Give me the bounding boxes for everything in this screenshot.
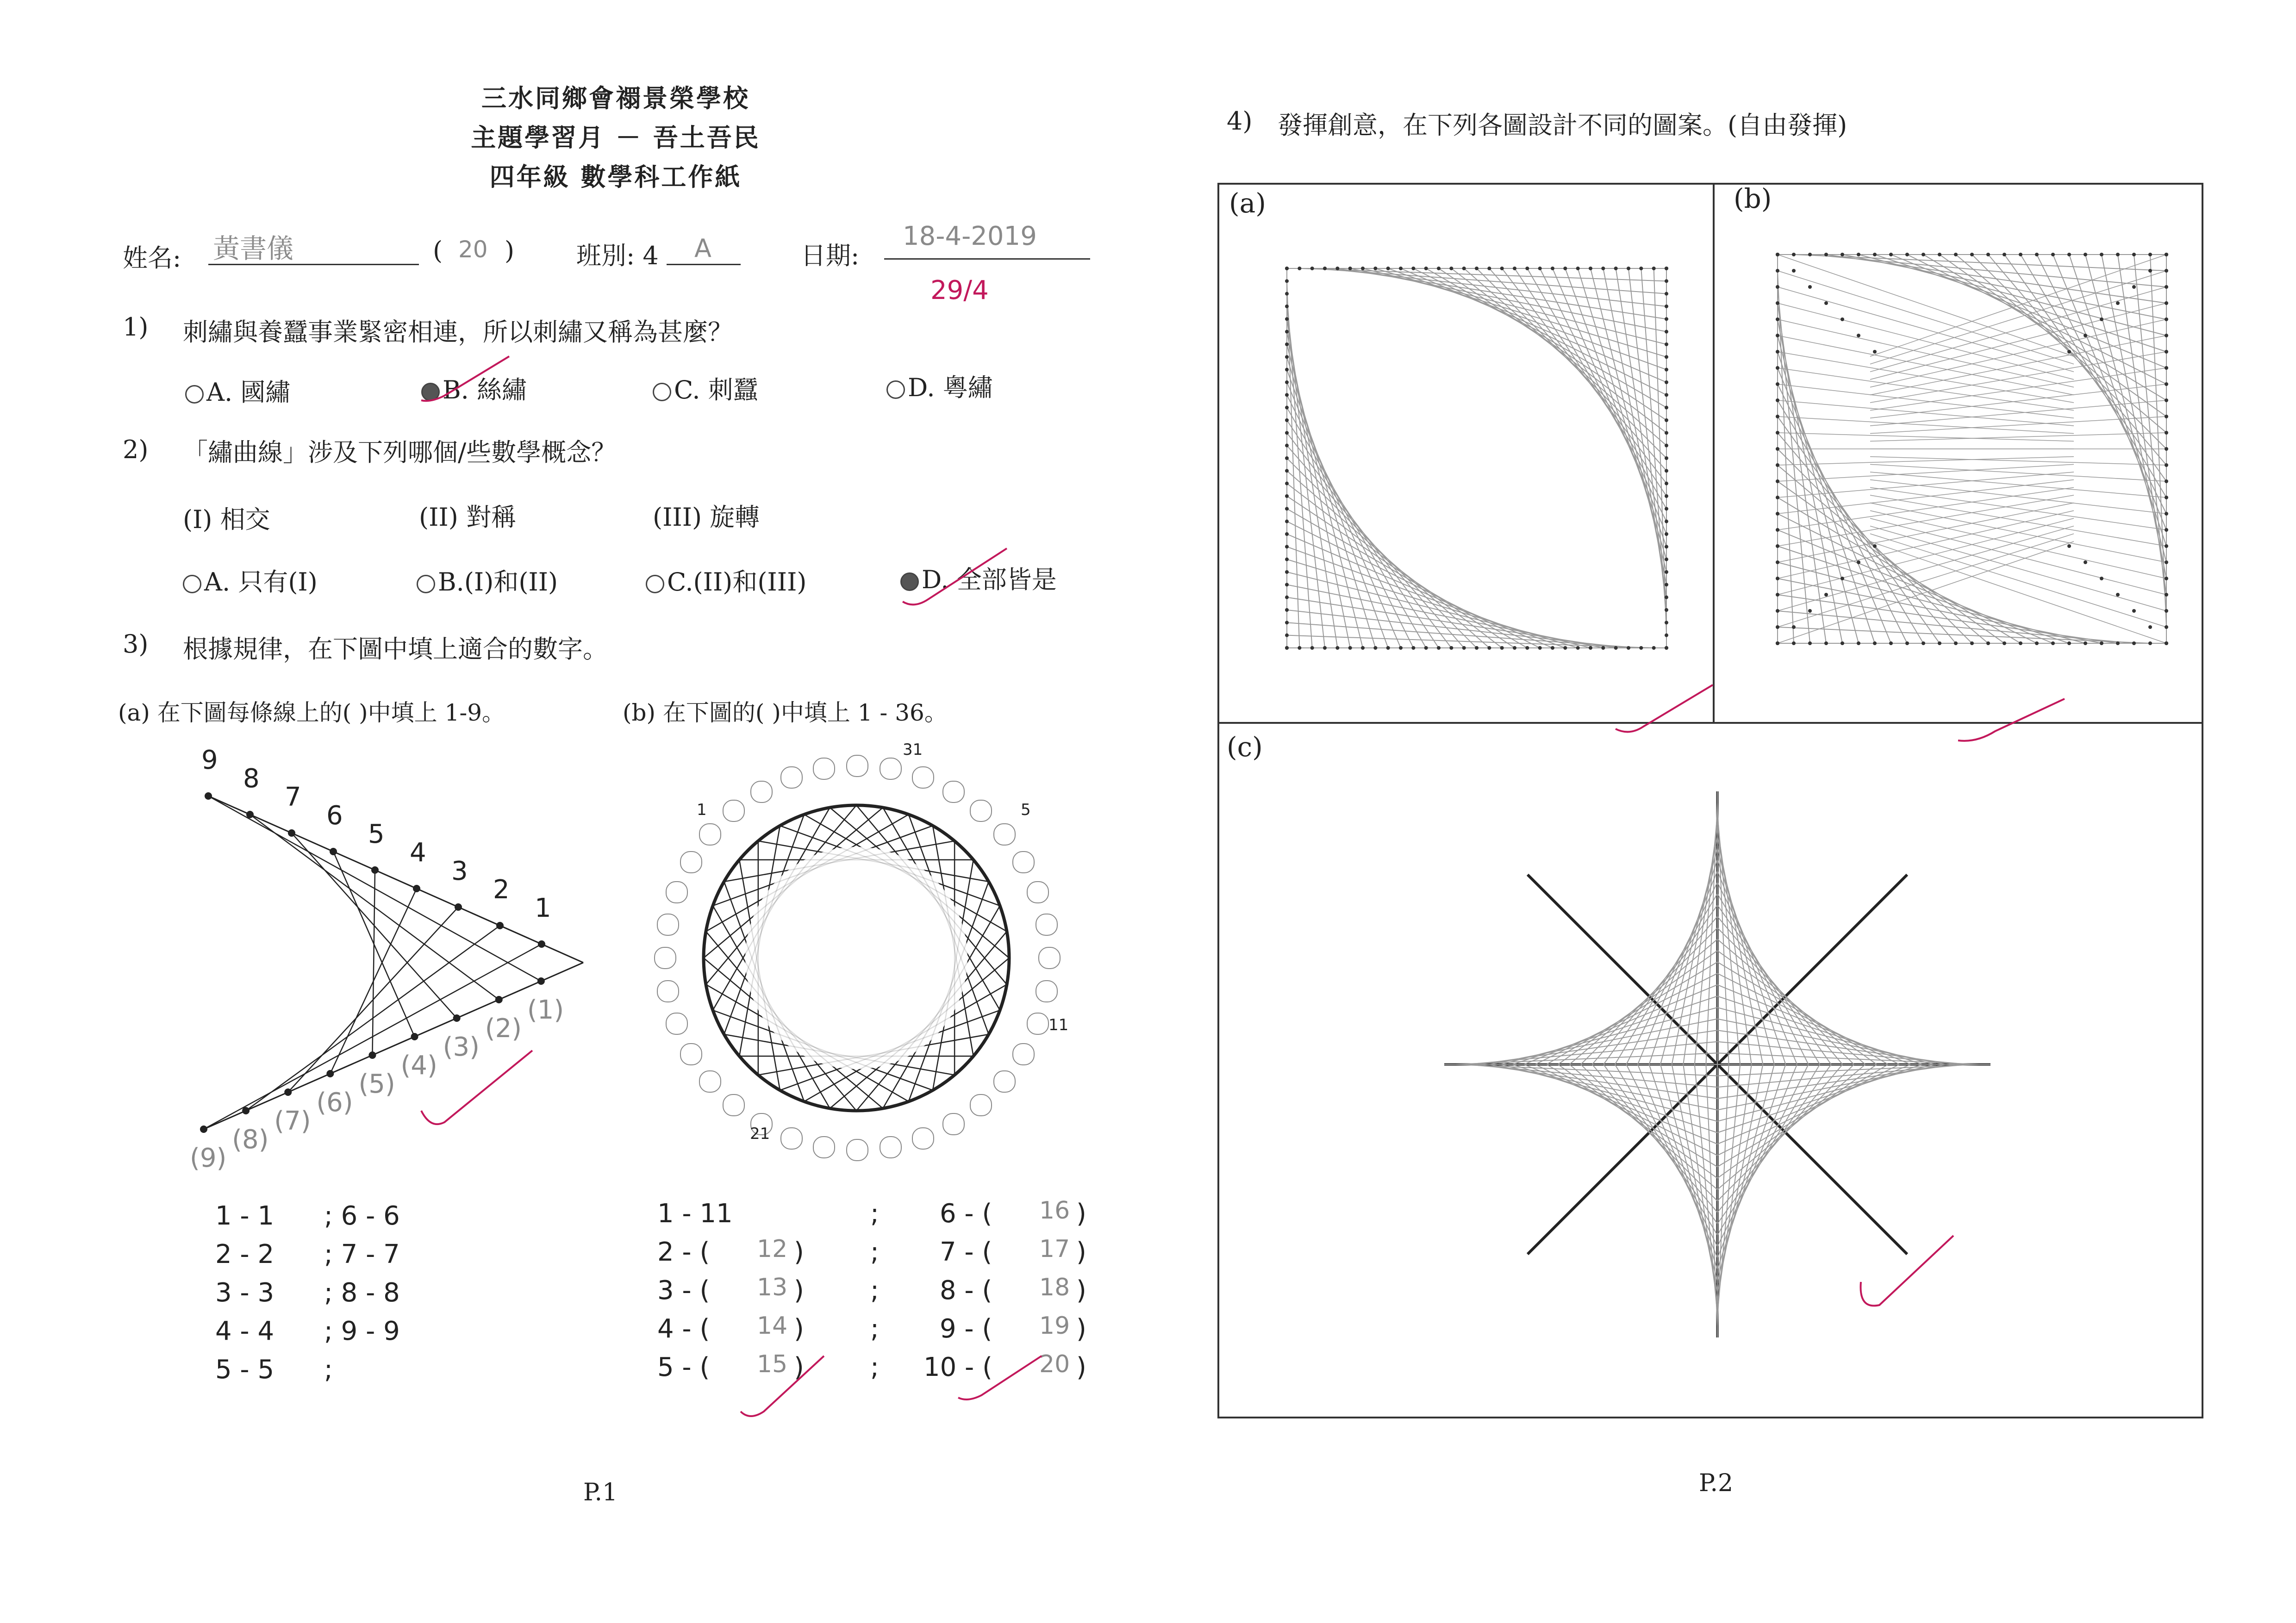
q2-concept-3: (III) 旋轉 xyxy=(653,503,760,532)
school-title: 三水同鄉會禤景榮學校 xyxy=(481,83,750,113)
q1-number: 1) xyxy=(123,312,149,342)
option-label: D. 粵繡 xyxy=(908,373,993,402)
q1-check-mark xyxy=(417,352,518,407)
pair-b-right: 9 - ( xyxy=(940,1314,992,1344)
pair-b-right-answer[interactable]: 17 xyxy=(1039,1235,1070,1263)
q3-part-b: (b) 在下圖的( )中填上 1 - 36。 xyxy=(623,699,948,726)
circle-label-slot[interactable] xyxy=(993,823,1016,846)
circle-printed-label: 31 xyxy=(903,740,923,759)
pair-b-semicolon: ; xyxy=(870,1275,879,1306)
bottom-label: (7) xyxy=(274,1106,311,1136)
circle-label-slot[interactable] xyxy=(723,800,745,822)
circle-label-slot[interactable] xyxy=(780,1127,803,1150)
circle-label-slot[interactable] xyxy=(1027,881,1049,903)
pair-a-left: 5 - 5 xyxy=(215,1355,275,1385)
pair-b-right: 7 - ( xyxy=(940,1237,992,1267)
circle-label-slot[interactable] xyxy=(699,1070,721,1093)
theme-title: 主題學習月 － 吾土吾民 xyxy=(471,123,761,152)
circle-label-slot[interactable] xyxy=(942,1113,965,1135)
circle-label-slot[interactable] xyxy=(1012,851,1035,873)
circle-label-slot[interactable] xyxy=(813,758,835,780)
radio-icon[interactable] xyxy=(886,380,905,399)
q3-part-a: (a) 在下圖每條線上的( )中填上 1-9。 xyxy=(118,699,505,726)
circle-label-slot[interactable] xyxy=(680,851,702,873)
circle-label-slot[interactable] xyxy=(666,881,688,903)
top-label: 7 xyxy=(285,782,301,812)
circle-label-slot[interactable] xyxy=(1038,947,1061,969)
pair-b-right: 10 - ( xyxy=(923,1352,992,1382)
circle-label-slot[interactable] xyxy=(880,1136,902,1158)
worksheet-title: 四年級 數學科工作紙 xyxy=(489,162,742,192)
panel-a-label: (a) xyxy=(1229,187,1266,219)
pair-b-left: 3 - ( xyxy=(657,1275,710,1306)
circle-label-slot[interactable] xyxy=(723,1094,745,1116)
date-value: 18-4-2019 xyxy=(903,221,1037,251)
q3-number: 3) xyxy=(123,629,149,659)
circle-label-slot[interactable] xyxy=(912,766,934,789)
class-no-open: ( xyxy=(433,236,443,265)
circle-label-slot[interactable] xyxy=(880,758,902,780)
circle-label-slot[interactable] xyxy=(654,947,676,969)
pair-b-left-answer[interactable]: 14 xyxy=(757,1312,788,1340)
pair-b-left-answer[interactable]: 13 xyxy=(757,1274,788,1301)
pair-b-left: 2 - ( xyxy=(657,1237,710,1267)
pair-a-left: 3 - 3 xyxy=(215,1278,275,1308)
bottom-label: (5) xyxy=(358,1069,395,1099)
circle-label-slot[interactable] xyxy=(942,781,965,803)
pair-b-semicolon: ; xyxy=(870,1199,879,1229)
q4-number: 4) xyxy=(1227,106,1253,136)
option-label: A. 國繡 xyxy=(206,378,291,407)
circle-label-slot[interactable] xyxy=(1027,1013,1049,1035)
circle-label-slot[interactable] xyxy=(813,1136,835,1158)
class-value: A xyxy=(694,234,711,263)
bottom-label: (3) xyxy=(443,1032,480,1062)
pair-b-right-close: ) xyxy=(1076,1314,1086,1344)
circle-printed-label: 1 xyxy=(697,801,707,819)
circle-label-slot[interactable] xyxy=(993,1070,1016,1093)
radio-icon[interactable] xyxy=(653,383,671,401)
option-label: B. 絲繡 xyxy=(443,375,527,404)
pair-a-right: ; xyxy=(324,1355,333,1385)
circle-label-slot[interactable] xyxy=(970,800,992,822)
pair-a-right: ; 9 - 9 xyxy=(324,1316,400,1346)
top-label: 9 xyxy=(201,745,218,775)
pair-a-right: ; 7 - 7 xyxy=(324,1239,400,1269)
circle-label-slot[interactable] xyxy=(780,766,803,789)
pair-b-right-answer[interactable]: 16 xyxy=(1039,1197,1070,1225)
pair-b-left-close: ) xyxy=(794,1352,804,1382)
q1-option-d[interactable] xyxy=(886,368,993,404)
class-no-value: 20 xyxy=(458,236,488,263)
bottom-label: (6) xyxy=(316,1088,353,1118)
circle-label-slot[interactable] xyxy=(846,1139,868,1161)
option-label: A. 只有(I) xyxy=(204,567,318,597)
q2-check-mark xyxy=(896,544,1016,613)
pair-b-left-answer[interactable]: 15 xyxy=(757,1350,788,1378)
option-label: C. 刺蠶 xyxy=(674,375,758,404)
q2-option-c[interactable] xyxy=(646,562,806,598)
radio-icon[interactable] xyxy=(646,575,664,593)
top-label: 3 xyxy=(451,856,468,886)
circle-label-slot[interactable] xyxy=(699,823,721,846)
panel-b-check-mark xyxy=(1953,694,2069,750)
option-label: C.(II)和(III) xyxy=(667,567,807,597)
circle-printed-label: 11 xyxy=(1048,1016,1069,1034)
bottom-label: (2) xyxy=(485,1014,522,1044)
pair-a-right: ; 6 - 6 xyxy=(324,1201,400,1231)
pair-b-left-close: ) xyxy=(794,1275,804,1306)
top-label: 8 xyxy=(243,764,260,794)
panel-c-label: (c) xyxy=(1227,731,1263,763)
panel-b-design xyxy=(1768,245,2176,653)
q3b-check-mark-2 xyxy=(954,1351,1046,1407)
circle-label-slot[interactable] xyxy=(1036,914,1058,936)
q2-concept-2: (II) 對稱 xyxy=(419,503,516,532)
q3a-check-mark xyxy=(417,1046,537,1134)
q2-option-b[interactable] xyxy=(417,562,558,598)
q4-text: 發揮創意，在下列各圖設計不同的圖案。(自由發揮) xyxy=(1278,111,1847,140)
pair-b-right-answer[interactable]: 18 xyxy=(1039,1274,1070,1301)
q2-number: 2) xyxy=(123,435,149,464)
pair-a-right: ; 8 - 8 xyxy=(324,1278,400,1308)
pair-b-semicolon: ; xyxy=(870,1314,879,1344)
q3b-check-mark-1 xyxy=(736,1351,829,1421)
pair-b-left-close: ) xyxy=(794,1237,804,1267)
pair-a-left: 4 - 4 xyxy=(215,1316,275,1346)
pair-b-right-close: ) xyxy=(1076,1237,1086,1267)
circle-label-slot[interactable] xyxy=(1012,1043,1035,1065)
radio-icon[interactable] xyxy=(183,575,201,593)
circle-label-slot[interactable] xyxy=(750,781,773,803)
circle-label-slot[interactable] xyxy=(657,980,679,1002)
bottom-label: (1) xyxy=(527,995,564,1025)
panel-c-check-mark xyxy=(1852,1231,1958,1319)
circle-printed-label: 5 xyxy=(1021,801,1031,819)
panel-a-check-mark xyxy=(1611,680,1717,740)
date-label: 日期: xyxy=(801,241,860,270)
class-label: 班別: 4 xyxy=(576,241,659,270)
panel-b-label: (b) xyxy=(1734,183,1772,214)
circle-label-slot[interactable] xyxy=(846,755,868,777)
pair-b-semicolon: ; xyxy=(870,1237,879,1267)
pair-b-right-answer[interactable]: 20 xyxy=(1039,1350,1070,1378)
pair-a-left: 1 - 1 xyxy=(215,1201,275,1231)
class-field[interactable] xyxy=(667,264,741,265)
pair-b-right-close: ) xyxy=(1076,1275,1086,1306)
date-mark: 29/4 xyxy=(930,275,989,305)
radio-icon[interactable] xyxy=(185,385,204,404)
name-value: 黃書儀 xyxy=(213,233,294,264)
q1-option-c[interactable] xyxy=(653,370,758,406)
frame-divider-v xyxy=(1713,183,1715,723)
panel-a-design xyxy=(1278,259,1676,657)
circle-label-slot[interactable] xyxy=(657,914,679,936)
pair-b-left: 4 - ( xyxy=(657,1314,710,1344)
q1-text: 刺繡與養蠶事業緊密相連，所以刺繡又稱為甚麼？ xyxy=(183,317,733,347)
pair-b-left: 5 - ( xyxy=(657,1352,710,1382)
pair-b-right-close: ) xyxy=(1076,1352,1086,1382)
pair-b-right-close: ) xyxy=(1076,1199,1086,1229)
class-no-close: ) xyxy=(505,236,515,265)
q2-option-a[interactable] xyxy=(183,562,318,598)
pair-b-left: 1 - 11 xyxy=(657,1199,733,1229)
pair-b-semicolon: ; xyxy=(870,1352,879,1382)
top-label: 5 xyxy=(368,819,385,849)
circle-label-slot[interactable] xyxy=(912,1127,934,1150)
q2-concept-1: (I) 相交 xyxy=(183,505,270,534)
option-label: D. 全部皆是 xyxy=(922,565,1057,594)
circle-label-slot[interactable] xyxy=(680,1043,702,1065)
page-number-2: P.2 xyxy=(1699,1469,1734,1497)
circle-label-slot[interactable] xyxy=(1036,980,1058,1002)
page-number-1: P.1 xyxy=(583,1479,618,1506)
date-field[interactable] xyxy=(884,258,1090,260)
top-label: 2 xyxy=(493,875,510,905)
circle-string-art xyxy=(648,740,1065,1175)
circle-printed-label: 21 xyxy=(750,1125,770,1143)
q3-text: 根據規律，在下圖中填上適合的數字。 xyxy=(183,634,608,664)
bottom-label: (9) xyxy=(190,1143,227,1173)
circle-label-slot[interactable] xyxy=(970,1094,992,1116)
pair-b-right-answer[interactable]: 19 xyxy=(1039,1312,1070,1340)
pair-b-right: 8 - ( xyxy=(940,1275,992,1306)
bottom-label: (8) xyxy=(232,1125,269,1155)
top-label: 6 xyxy=(326,801,343,831)
q1-option-a[interactable] xyxy=(185,373,290,408)
pair-b-left-close: ) xyxy=(794,1314,804,1344)
pair-b-right: 6 - ( xyxy=(940,1199,992,1229)
radio-icon[interactable] xyxy=(417,575,435,593)
pair-a-left: 2 - 2 xyxy=(215,1239,275,1269)
q2-text: 「繡曲線」涉及下列哪個/些數學概念？ xyxy=(183,438,617,467)
top-label: 4 xyxy=(410,838,426,868)
circle-label-slot[interactable] xyxy=(666,1013,688,1035)
pair-b-left-answer[interactable]: 12 xyxy=(757,1235,788,1263)
option-label: B.(I)和(II) xyxy=(438,567,558,597)
name-label: 姓名: xyxy=(123,243,181,273)
top-label: 1 xyxy=(535,893,551,923)
bottom-label: (4) xyxy=(400,1051,437,1081)
